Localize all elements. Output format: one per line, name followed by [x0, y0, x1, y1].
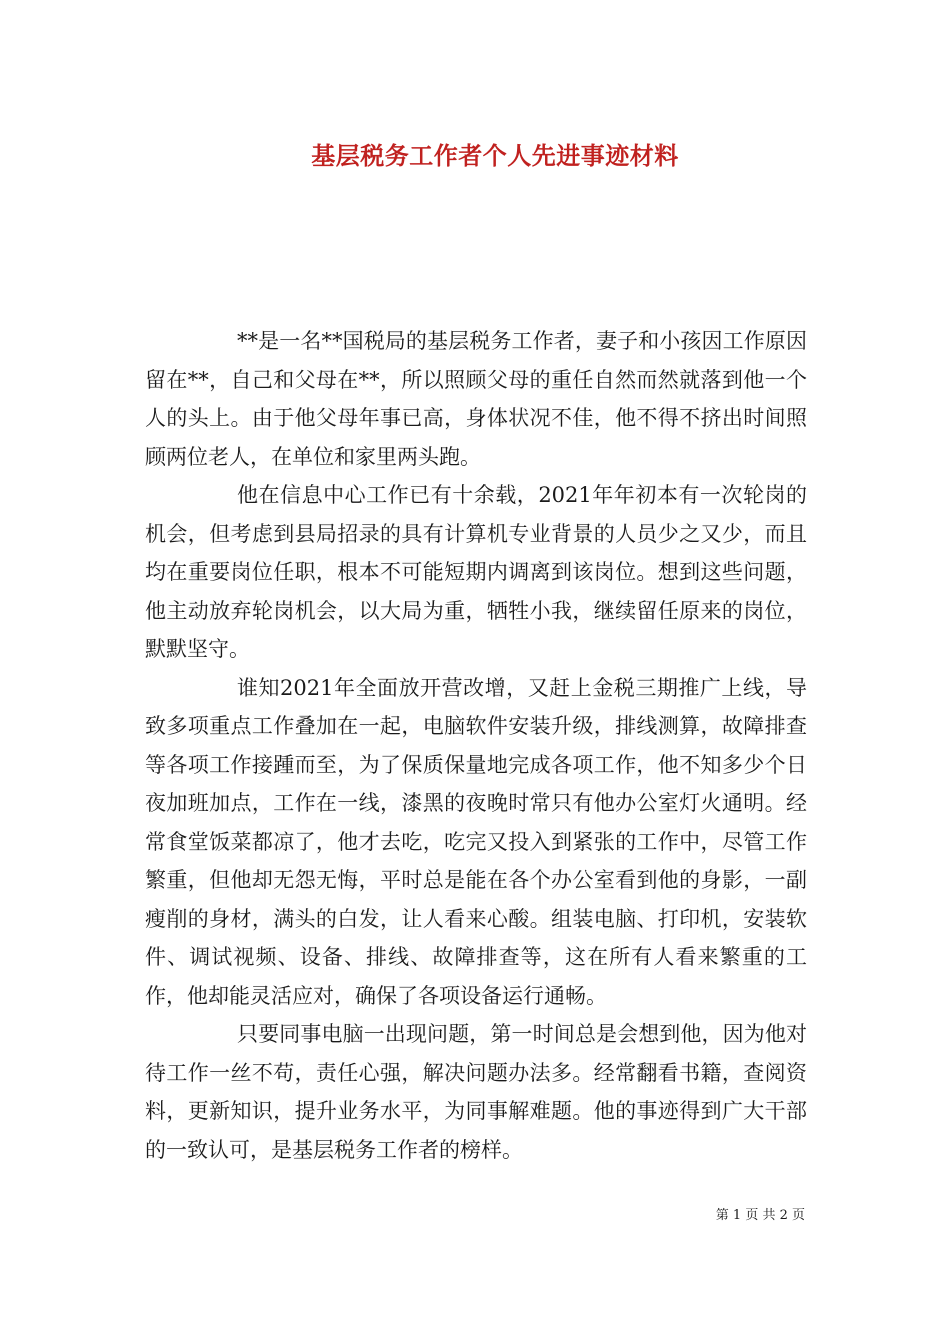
document-body: [145, 322, 807, 1169]
document-title: 基层税务工作者个人先进事迹材料: [311, 141, 679, 170]
page-number-footer: 第 1 页 共 2 页: [715, 1208, 805, 1223]
paragraph-2: 他在信息中心工作已有十余载，2021年年初本有一次轮岗的机会，但考虑到县局招录的具有计算机专业背景的人员少之又少，而且均在重要岗位任职，根本不可能短期内调离到该岗位。想到这些问题，他主动放弃轮岗机会，以大局为重，牺牲小我，继续留任原来的岗位，默默坚守。: [145, 483, 807, 661]
paragraph-3: 谁知2021年全面放开营改增，又赶上金税三期推广上线，导致多项重点工作叠加在一起，电脑软件安装升级，排线测算，故障排查等各项工作接踵而至，为了保质保量地完成各项工作，他不知多少个日夜加班加点，工作在一线，漆黑的夜晚时常只有他办公室灯火通明。经常食堂饭菜都凉了，他才去吃，吃完又投入到紧张的工作中，尽管工作繁重，但他却无怨无悔，平时总是能在各个办公室看到他的身影，一副瘦削的身材，满头的白发，让人看来心酸。组装电脑、打印机，安装软件、调试视频、设备、排线、故障排查等，这在所有人看来繁重的工作，他却能灵活应对，确保了各项设备运行通畅。: [145, 675, 807, 1008]
paragraph-4: 只要同事电脑一出现问题，第一时间总是会想到他，因为他对待工作一丝不苟，责任心强，解决问题办法多。经常翻看书籍，查阅资料，更新知识，提升业务水平，为同事解难题。他的事迹得到广大干部的一致认可，是基层税务工作者的榜样。: [145, 1022, 807, 1162]
paragraph-1: **是一名**国税局的基层税务工作者，妻子和小孩因工作原因留在**，自己和父母在**，所以照顾父母的重任自然而然就落到他一个人的头上。由于他父母年事已高，身体状况不佳，他不得不挤出时间照顾两位老人，在单位和家里两头跑。: [145, 329, 807, 469]
